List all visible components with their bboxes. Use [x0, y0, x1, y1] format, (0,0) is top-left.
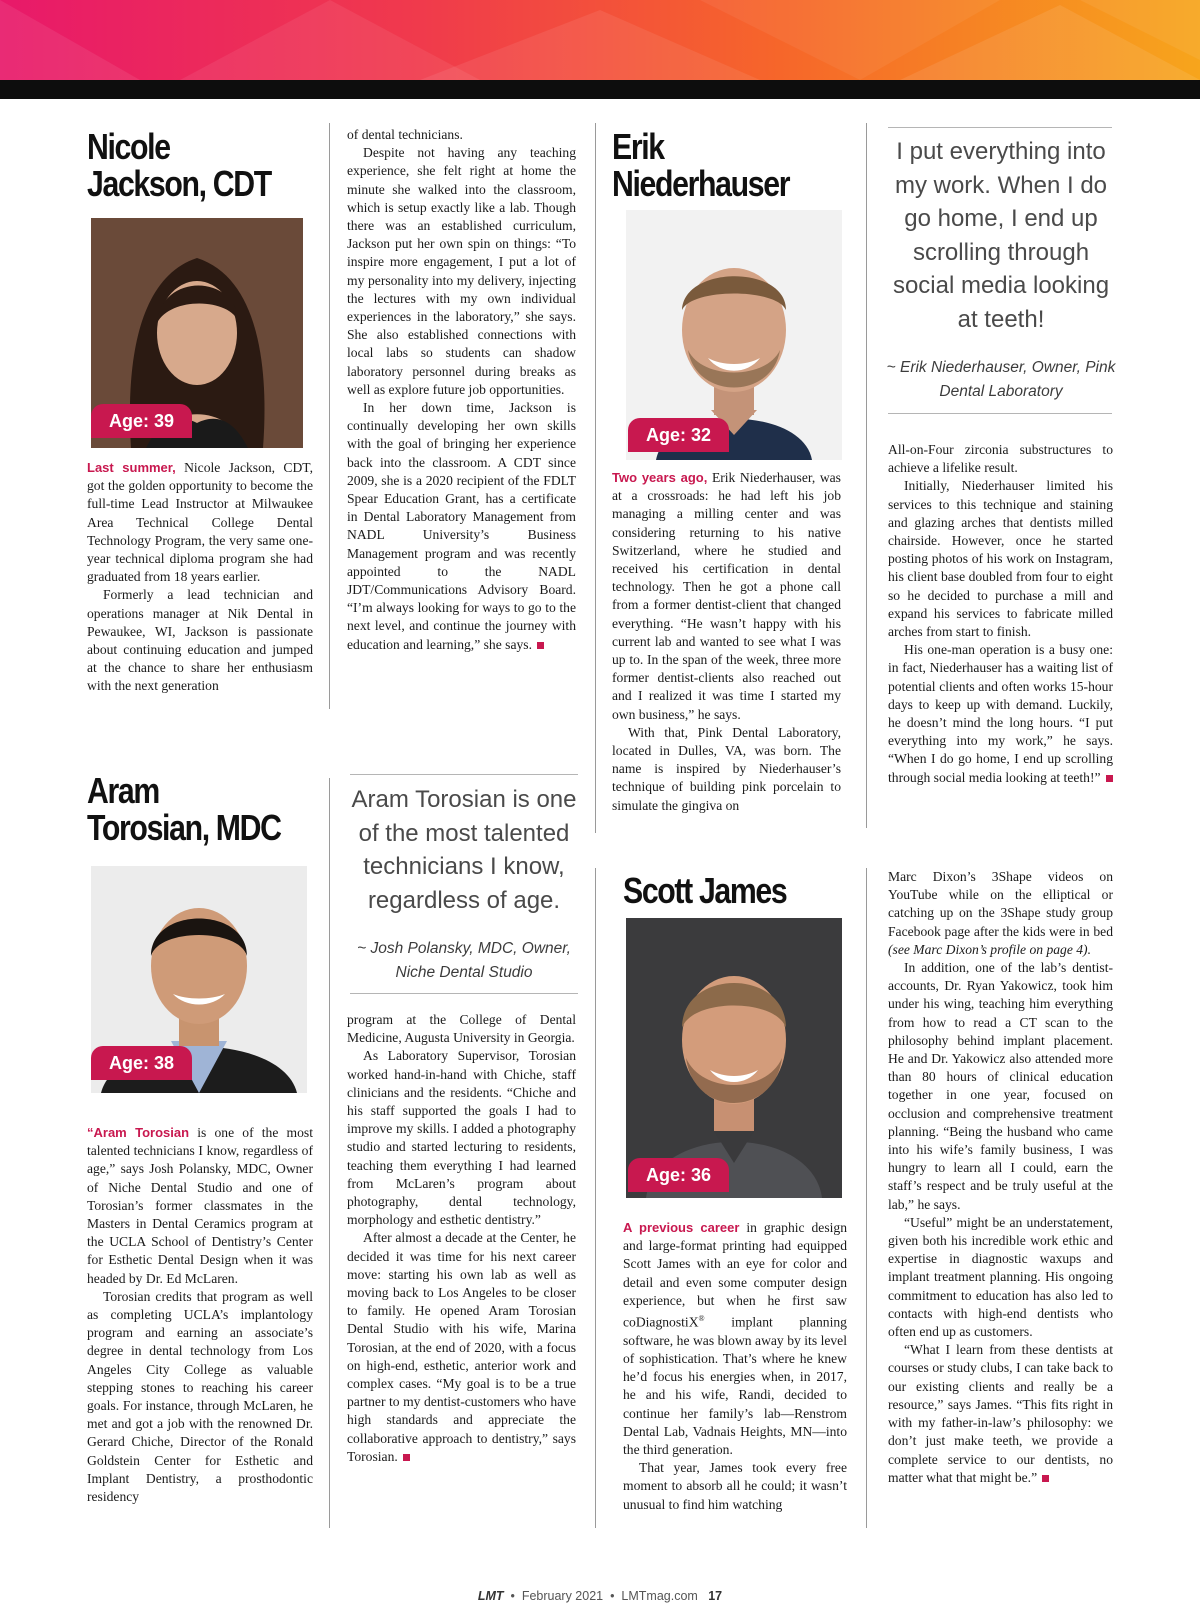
aram-name: [87, 772, 317, 846]
nicole-name-line2: Jackson, CDT: [87, 163, 271, 204]
scott-name-line1: Scott James: [623, 870, 787, 911]
scott-p3a: Marc Dixon’s 3Shape videos on YouTube while on the elliptical or catching up on the 3Shape study group Facebook page after the kids were in bed: [888, 869, 1113, 939]
aram-lead: “Aram Torosian: [87, 1125, 190, 1140]
divider: [595, 123, 596, 833]
footer-issue: February 2021: [521, 1589, 604, 1603]
aram-p3: program at the College of Dental Medicine, Augusta University in Georgia.: [347, 1012, 576, 1046]
scott-p3-ref: (see Marc Dixon’s profile on page 4).: [888, 941, 1091, 957]
nicole-name: [87, 128, 317, 202]
nicole-age-badge: Age: 39: [91, 404, 192, 438]
quote-rule-bottom: [888, 413, 1112, 414]
end-mark: [537, 642, 544, 649]
nicole-p3: of dental technicians.: [347, 127, 463, 142]
erik-p4: Initially, Niederhauser limited his services to this technique and staining and glazing arches that dentists milled chairside. However, once he started posting photos of his work on Instagram, his client base doubled from four to eight so he decided to purchase a mill and expand his services to fabricate milled arches from start to finish.: [888, 478, 1113, 640]
erik-p3: All-on-Four zirconia substructures to achieve a lifelike result.: [888, 442, 1113, 476]
scott-body-col2: [888, 868, 1113, 1487]
aram-p4: As Laboratory Supervisor, Torosian worked hand-in-hand with Chiche, staff clinicians and the residents. “Chiche and his staff supported the goals I had to improve my skills. I added a photography studio and started lecturing to residents, teaching them everything I had learned from McLaren’s program about photography, dental technology, morphology and esthetic dentistry.”: [347, 1048, 576, 1228]
nicole-p2: Formerly a lead technician and operations manager at Nik Dental in Pewaukee, WI, Jackson is passionate about continuing education and jumped at the chance to share her enthusiasm with the next generation: [87, 587, 313, 694]
scott-photo: [626, 918, 842, 1198]
banner-triangles: [0, 0, 1200, 80]
nicole-p4: Despite not having any teaching experience, she felt right at home the minute she walked into the classroom, which is setup exactly like a lab. Though there was an established curriculum, Jackson put her own spin on things: “To inspire more engagement, I put a lot of my personality into my delivery, injecting the lectures with my own individual experiences in the laboratory,” she says. She also established connections with local labs so students can shadow laboratory personnel during breaks as well as explore future job opportunities.: [347, 145, 576, 397]
divider: [866, 868, 867, 1528]
page-number: 17: [708, 1589, 723, 1603]
scott-lead: A previous career: [623, 1220, 740, 1235]
divider: [329, 123, 330, 709]
erik-age-badge: Age: 32: [628, 418, 729, 452]
nicole-body-col1: [87, 459, 313, 696]
nicole-p1: Nicole Jackson, CDT, got the golden opportunity to become the full-time Lead Instructor at Milwaukee Area Technical College Dental Technology Program, the very same one-year technical diploma program she had graduated from 18 years earlier.: [87, 460, 313, 585]
footer-site: LMTmag.com: [621, 1589, 698, 1603]
divider: [595, 868, 596, 1528]
erik-body-col1: [612, 469, 841, 815]
aram-age-badge: Age: 38: [91, 1046, 192, 1080]
divider: [329, 778, 330, 1528]
nicole-lead: Last summer,: [87, 460, 176, 475]
end-mark: [1106, 775, 1113, 782]
aram-name-line1: Aram: [87, 770, 159, 811]
divider: [866, 123, 867, 828]
aram-body-col2: [347, 1011, 576, 1466]
erik-p1: Erik Niederhauser, was at a crossroads: he had left his job managing a milling center and was considering returning to his native Switzerland, where he studied and received his certification in dental technology. Then he got a phone call from a former dentist-client that changed everything. “He wasn’t happy with his current lab and wanted to see what I was up to. In the span of the week, three more former dentist-clients also reached out and I realized it was time I started my own business,” he says.: [612, 470, 841, 722]
erik-lead: Two years ago,: [612, 470, 708, 485]
header-bar: [0, 80, 1200, 99]
nicole-body-col2: [347, 126, 576, 654]
scott-p1a: in graphic design and large-format printing had equipped Scott James with an eye for color and detail and even some computer design experience, but when he first saw coDiagnostiX: [623, 1220, 847, 1330]
scott-p2: That year, James took every free moment to absorb all he could; it wasn’t unusual to find him watching: [623, 1460, 847, 1512]
nicole-name-line1: Nicole: [87, 126, 170, 167]
aram-quote-attribution: ~ Josh Polansky, MDC, Owner, Niche Dental Studio: [357, 940, 571, 981]
erik-body-col2: [888, 441, 1113, 787]
quote-rule-top: [888, 127, 1112, 128]
scott-age-badge: Age: 36: [628, 1158, 729, 1192]
nicole-p5: In her down time, Jackson is continually developing her own skills with the goal of bringing her experience back into the classroom. A CDT since 2009, she is a 2020 recipient of the FDLT Spear Education Grant, has a certificate in Dental Laboratory Management from NADL University’s Business Management program and was recently appointed to the NADL JDT/Communications Advisory Board. “I’m always looking for ways to go to the next level, and continue the journey with education and learning,” she says.: [347, 400, 576, 652]
registered-mark: ®: [698, 1314, 705, 1324]
aram-pull-quote: [345, 783, 583, 985]
erik-p2: With that, Pink Dental Laboratory, located in Dulles, VA, was born. The name is inspired by Niederhauser’s technique of building pink porcelain to simulate the gingiva on: [612, 724, 841, 813]
aram-name-line2: Torosian, MDC: [87, 807, 281, 848]
scott-body-col1: [623, 1219, 847, 1514]
end-mark: [403, 1454, 410, 1461]
page-footer: LMT • February 2021 • LMTmag.com 17: [477, 1589, 723, 1603]
end-mark: [1042, 1475, 1049, 1482]
erik-p5: His one-man operation is a busy one: in fact, Niederhauser has a waiting list of potential clients and often works 15-hour days to keep up with demand. Luckily, he doesn’t mind the long hours. “I put everything into my work,” he says. “When I do go home, I end up scrolling through social media looking at teeth!”: [888, 642, 1113, 785]
aram-body-col1: [87, 1124, 313, 1506]
aram-p2: Torosian credits that program as well as completing UCLA’s implantology program and earning an associate’s degree in dental technology from Los Angeles City College as valuable stepping stones to reaching his career goals. For instance, through McLaren, he met and got a job with the renowned Dr. Gerard Chiche, Director of the Ronald Goldstein Center for Esthetic and Implant Dentistry, a prosthodontic residency: [87, 1288, 313, 1505]
erik-name: [612, 128, 842, 202]
erik-name-line2: Niederhauser: [612, 163, 790, 204]
scott-name: [623, 872, 853, 909]
aram-p1: is one of the most talented technicians I know, regardless of age,” says Josh Polansky, MDC, Owner of Niche Dental Studio and one of Torosian’s former classmates in the Masters in Dental Ceramics program at the UCLA School of Dentistry’s Center for Esthetic Dental Design when it was headed by Dr. Ed McLaren.: [87, 1125, 313, 1286]
erik-quote-attribution: ~ Erik Niederhauser, Owner, Pink Dental Laboratory: [886, 359, 1116, 400]
scott-p5: “Useful” might be an understatement, given both his incredible work ethic and expertise in diagnostic waxups and implant treatment planning. His ongoing commitment to education has also led to contacts with high-end dentists who often end up as customers.: [888, 1214, 1113, 1340]
footer-brand: LMT: [477, 1589, 504, 1603]
header-banner: [0, 0, 1200, 80]
quote-rule-bottom: [350, 993, 578, 994]
quote-rule-top: [350, 774, 578, 775]
erik-name-line1: Erik: [612, 126, 664, 167]
aram-quote-text: Aram Torosian is one of the most talented technicians I know, regardless of age.: [351, 786, 577, 914]
scott-p4: In addition, one of the lab’s dentist-accounts, Dr. Ryan Yakowicz, took him under his wing, teaching him everything from how to read a CT scan to the philosophy behind implant placement. He and Dr. Yakowicz also attended more than 80 hours of clinical education together in one year, focused on occlusion and comprehensive treatment planning. “Being the husband who came into his wife’s family business, I was hungry to learn all I could, earn the staff’s respect and be truly useful at the lab,” he says.: [888, 960, 1113, 1212]
scott-p1b: implant planning software, he was blown away by its level of sophistication. That’s where he knew he’d focus his energies when, in 2017, he and his wife, Randi, decided to continue her family’s lab—Renstrom Dental Lab, Vadnais Heights, MN—into the third generation.: [623, 1314, 847, 1457]
scott-p6: “What I learn from these dentists at courses or study clubs, I can take back to our existing clients and really be a resource,” says James. “This fits right in with my father-in-law’s philosophy: we don’t just make teeth, we provide a complete service to our dentists, no matter what that might be.”: [888, 1342, 1113, 1485]
erik-pull-quote: [881, 135, 1121, 404]
aram-p5: After almost a decade at the Center, he decided it was time for his next career move: starting his own lab as well as moving back to Los Angeles to be closer to family. He opened Aram Torosian Dental Studio with his wife, Marina Torosian, at the end of 2020, with a focus on high-end, esthetic, anterior work and complex cases. “My goal is to be a true partner to my dentist-customers who have high standards and appreciate the collaborative approach to dentistry,” says Torosian.: [347, 1230, 576, 1464]
erik-quote-text: I put everything into my work. When I do go home, I end up scrolling through social media looking at teeth!: [892, 138, 1110, 333]
